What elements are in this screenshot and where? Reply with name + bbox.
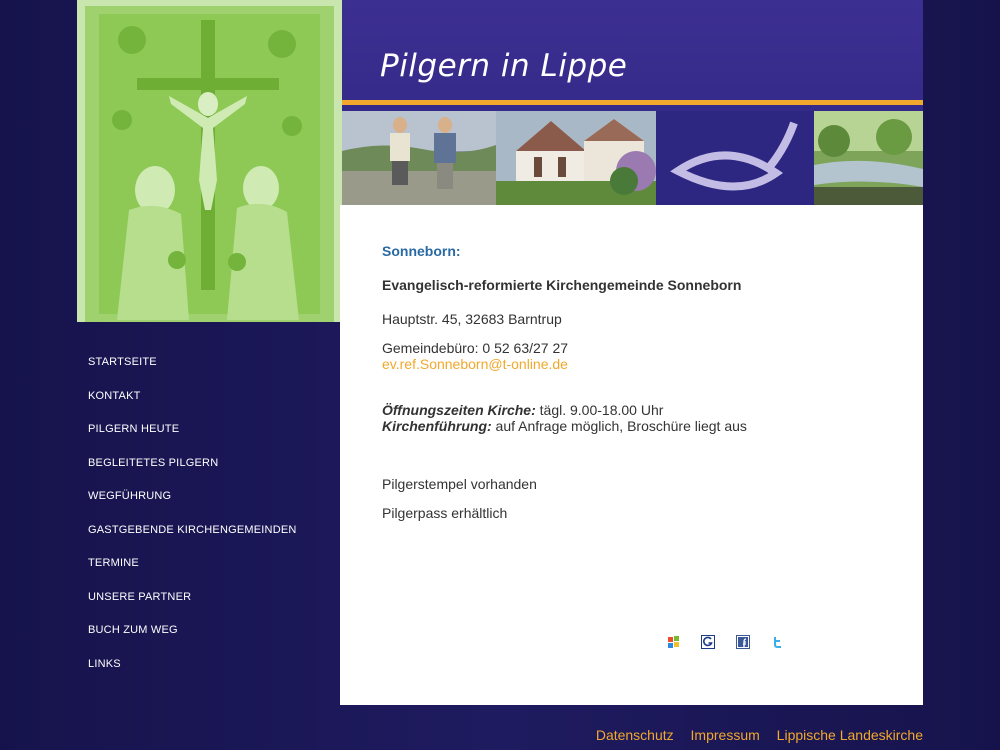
- fish-symbol-photo: [656, 111, 814, 205]
- congregation-name: Evangelisch-reformierte Kirchengemeinde Sonneborn: [382, 277, 742, 293]
- nav-link-begleitetes-pilgern[interactable]: BEGLEITETES PILGERN: [88, 456, 219, 469]
- nav-item-begleitetes-pilgern: [88, 453, 338, 487]
- nav-link-gastgebende-kirchengemeinden[interactable]: GASTGEBENDE KIRCHENGEMEINDEN: [88, 523, 297, 536]
- stream-photo: [814, 111, 923, 205]
- nav-item-termine: [88, 553, 338, 587]
- pilgrim-passport-text: Pilgerpass erhältlich: [382, 505, 508, 521]
- nav-item-unsere-partner: [88, 587, 338, 621]
- content-body: [382, 243, 902, 534]
- social-bookmarks: [667, 633, 800, 651]
- page-title: Sonneborn:: [382, 243, 461, 259]
- address-text: Hauptstr. 45, 32683 Barntrup: [382, 311, 562, 327]
- email-link[interactable]: ev.ref.Sonneborn@t-online.de: [382, 356, 568, 372]
- church-tour-value: auf Anfrage möglich, Broschüre liegt aus: [491, 418, 747, 434]
- pilgrims-photo: [342, 111, 496, 205]
- nav-link-unsere-partner[interactable]: UNSERE PARTNER: [88, 590, 192, 603]
- nav-link-termine[interactable]: TERMINE: [88, 557, 139, 569]
- nav-item-gastgebende-kirchengemeinden: [88, 520, 338, 554]
- twitter-icon[interactable]: [770, 635, 784, 649]
- contact-block: [382, 340, 902, 372]
- church-photo: [496, 111, 656, 205]
- pilgrim-stamp-text: Pilgerstempel vorhanden: [382, 476, 537, 492]
- content-panel: [340, 205, 923, 705]
- relief-illustration: [77, 0, 342, 322]
- nav-item-pilgern-heute: [88, 419, 338, 453]
- footer-link-impressum[interactable]: Impressum: [690, 727, 760, 743]
- nav-item-links: [88, 654, 338, 688]
- nav-link-startseite[interactable]: STARTSEITE: [88, 356, 157, 368]
- header-banner: [342, 0, 923, 205]
- nav-link-links[interactable]: LINKS: [88, 657, 121, 670]
- office-phone: Gemeindebüro: 0 52 63/27 27: [382, 340, 569, 356]
- nav-item-wegfuehrung: [88, 486, 338, 520]
- google-icon[interactable]: [701, 635, 715, 649]
- site-title: Pilgern in Lippe: [380, 48, 628, 84]
- nav-item-buch-zum-weg: [88, 620, 338, 654]
- footer-link-datenschutz[interactable]: Datenschutz: [595, 727, 674, 743]
- opening-hours-value: tägl. 9.00-18.00 Uhr: [535, 402, 664, 418]
- facebook-icon[interactable]: [736, 635, 750, 649]
- nav-item-kontakt: [88, 386, 338, 420]
- banner-divider: [342, 100, 923, 105]
- main-nav: [88, 352, 338, 687]
- opening-hours-label: Öffnungszeiten Kirche:: [382, 402, 536, 418]
- nav-link-buch-zum-weg[interactable]: BUCH ZUM WEG: [88, 624, 178, 636]
- hours-block: [382, 402, 902, 434]
- windows-live-icon[interactable]: [667, 635, 681, 649]
- footer-links: [583, 727, 923, 743]
- nav-link-pilgern-heute[interactable]: PILGERN HEUTE: [88, 423, 180, 435]
- church-tour-label: Kirchenführung:: [382, 418, 492, 434]
- nav-link-kontakt[interactable]: KONTAKT: [88, 389, 141, 402]
- nav-item-startseite: [88, 352, 338, 386]
- footer-link-lippische-landeskirche[interactable]: Lippische Landeskirche: [776, 727, 923, 743]
- nav-link-wegfuehrung[interactable]: WEGFÜHRUNG: [88, 490, 172, 502]
- crucifixion-relief-image: [77, 0, 342, 322]
